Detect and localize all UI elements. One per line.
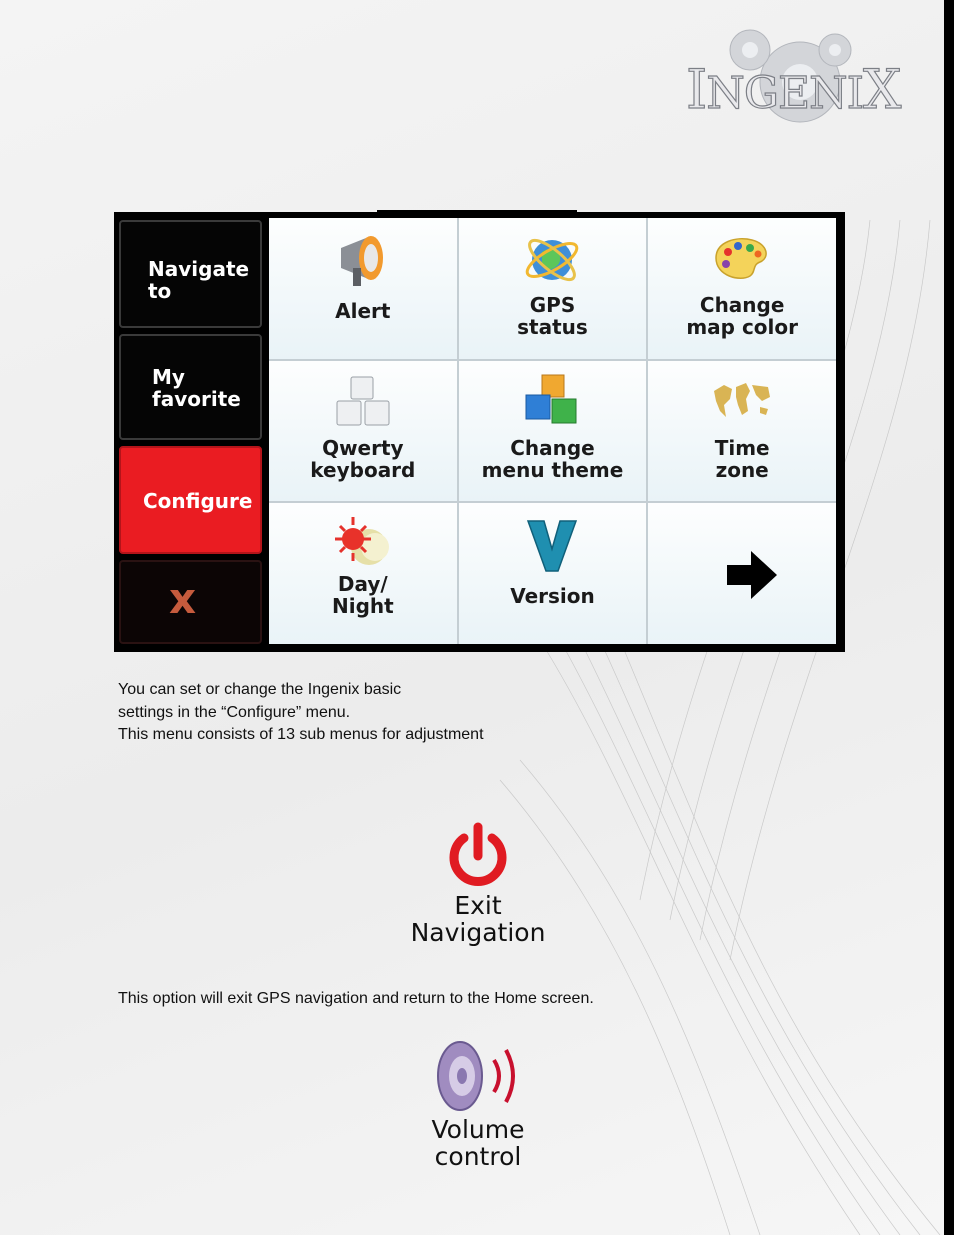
exit-description: This option will exit GPS navigation and return to the Home screen. xyxy=(118,990,594,1007)
tile-change-map-color[interactable] xyxy=(648,218,836,359)
palette-icon xyxy=(710,228,774,292)
tile-label: GPS status xyxy=(517,293,588,339)
configure-description: You can set or change the Ingenix basic settings in the “Configure” menu. This menu consists of 13 sub menus for adjustment xyxy=(118,681,484,743)
tile-label: Change map color xyxy=(686,293,798,339)
megaphone-icon xyxy=(331,228,395,292)
tile-change-menu-theme[interactable] xyxy=(459,361,647,502)
tile-version[interactable] xyxy=(459,503,647,644)
tile-label: Change menu theme xyxy=(481,435,624,482)
volume-control-label: Volume control xyxy=(431,1115,525,1171)
sun-moon-icon xyxy=(331,513,395,577)
v-letter-icon xyxy=(520,513,584,577)
tile-qwerty-keyboard[interactable] xyxy=(269,361,457,502)
tile-label: Alert xyxy=(335,299,391,323)
tile-label: Qwerty keyboard xyxy=(310,435,416,482)
volume-control-feature xyxy=(408,1040,548,1170)
tile-label: Version xyxy=(510,584,595,609)
tile-time-zone[interactable] xyxy=(648,361,836,502)
tile-alert[interactable] xyxy=(269,218,457,359)
tile-label: Day/ Night xyxy=(331,572,394,619)
power-icon xyxy=(448,822,508,888)
exit-navigation-label: Exit Navigation xyxy=(410,891,546,947)
world-map-icon xyxy=(710,371,774,435)
ingenix-logo xyxy=(680,20,925,140)
tile-gps-status[interactable] xyxy=(459,218,647,359)
close-button[interactable] xyxy=(119,560,262,644)
keyboard-keys-icon xyxy=(331,371,395,435)
tile-next-page[interactable] xyxy=(648,503,836,644)
tile-label: Time zone xyxy=(714,435,770,482)
my-favorite-button[interactable]: My favorite xyxy=(119,334,262,440)
cubes-icon xyxy=(520,371,584,435)
globe-icon xyxy=(520,228,584,292)
configure-button[interactable]: Configure xyxy=(119,446,262,554)
navigate-to-button[interactable]: Navigate to xyxy=(119,220,262,328)
configure-menu-screen xyxy=(114,212,845,652)
exit-navigation-feature xyxy=(398,822,558,946)
configure-grid xyxy=(269,218,836,644)
speaker-icon xyxy=(432,1040,524,1112)
right-edge-bar xyxy=(944,0,954,1235)
arrow-right-icon xyxy=(723,547,779,603)
close-icon: x xyxy=(169,574,197,623)
logo-wordmark: INGENIX xyxy=(686,58,901,121)
tile-day-night[interactable] xyxy=(269,503,457,644)
